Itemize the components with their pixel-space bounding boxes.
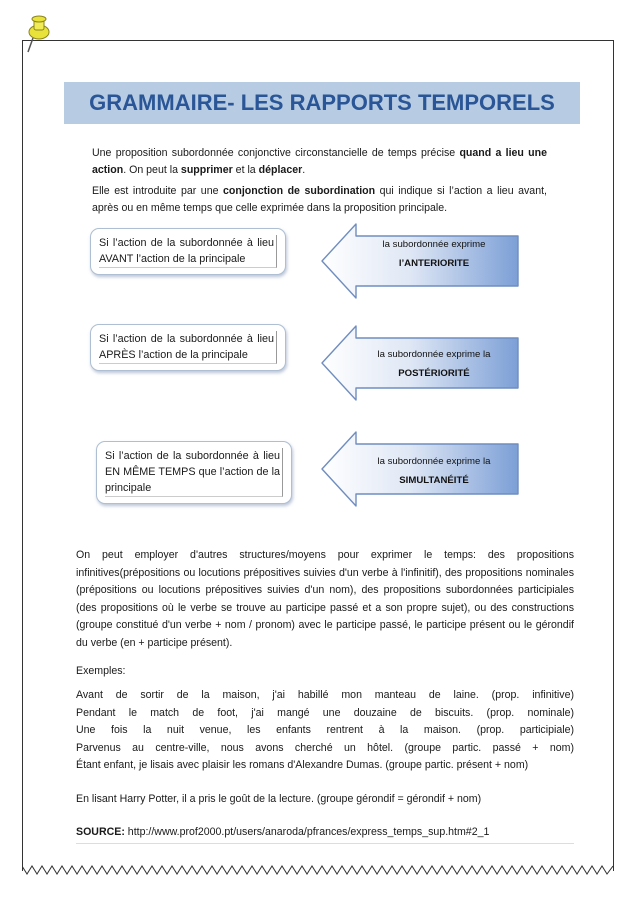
- source-label: SOURCE:: [76, 826, 125, 838]
- intro-paragraph-2: Elle est introduite par une conjonction de subordination qui indique si l’action a lieu avant, après ou en même temps que celle exprimée dans la proposition principale.: [92, 185, 547, 214]
- source-divider: [76, 843, 574, 844]
- last-example: En lisant Harry Potter, il a pris le goût de la lecture. (groupe gérondif = gérondif + nom): [76, 793, 482, 805]
- examples-list: [76, 687, 574, 775]
- title-band: [64, 82, 580, 124]
- example-line: Avant de sortir de la maison, j'ai habillé mon manteau de laine. (prop. infinitive): [76, 689, 574, 701]
- example-line: Une fois la nuit venue, les enfants rentrent à la maison. (prop. participiale): [76, 724, 574, 737]
- example-line: Parvenus au centre-ville, nous avons cherché un hôtel. (groupe partic. passé + nom): [76, 741, 574, 754]
- pushpin-icon: [24, 14, 54, 54]
- condition-box-avant: Si l’action de la subordonnée à lieu AVANT l’action de la principale: [90, 228, 286, 275]
- structures-paragraph: On peut employer d'autres structures/moyens pour exprimer le temps: des propositions infinitives(prépositions ou locutions prépositives suivies d'un verbe à l'infinitif), des propositions nominales (prépositions ou locutions prépositives suivies d'un nom), des propositions subordonnées participiales (des propositions où le verbe se trouve au participe passé et a son propre sujet), ou des constructions (groupe constitué d'un verbe + nom / pronom) avec le participe passé, le participe présent ou le gérondif du verbe (en + participe présent).: [76, 549, 574, 649]
- intro-paragraph-1: Une proposition subordonnée conjonctive circonstancielle de temps précise quand a lieu une action. On peut la supprimer et la déplacer.: [92, 147, 547, 176]
- example-line: Étant enfant, je lisais avec plaisir les romans d'Alexandre Dumas. (groupe partic. présent + nom): [76, 759, 529, 772]
- condition-box-meme-temps: Si l’action de la subordonnée à lieu EN MÊME TEMPS que l’action de la principale: [96, 441, 292, 504]
- zigzag-border: [22, 862, 613, 880]
- example-line: Pendant le match de foot, j'ai mangé une douzaine de biscuits. (prop. nominale): [76, 706, 574, 719]
- arrow-label-anteriorite: la subordonnée exprime l’ANTERIORITE: [382, 239, 486, 269]
- source-line: [76, 824, 574, 842]
- page-title: GRAMMAIRE- LES RAPPORTS TEMPORELS: [89, 90, 555, 115]
- arrow-label-posteriorite: la subordonnée exprime la POSTÉRIORITÉ: [377, 349, 491, 379]
- condition-box-apres: Si l’action de la subordonnée à lieu APRÈS l’action de la principale: [90, 324, 286, 371]
- examples-label: Exemples:: [76, 665, 126, 677]
- arrow-label-simultaneite: la subordonnée exprime la SIMULTANÉITÉ: [377, 456, 491, 486]
- source-url[interactable]: http://www.prof2000.pt/users/anaroda/pfrances/express_temps_sup.htm#2_1: [124, 826, 490, 838]
